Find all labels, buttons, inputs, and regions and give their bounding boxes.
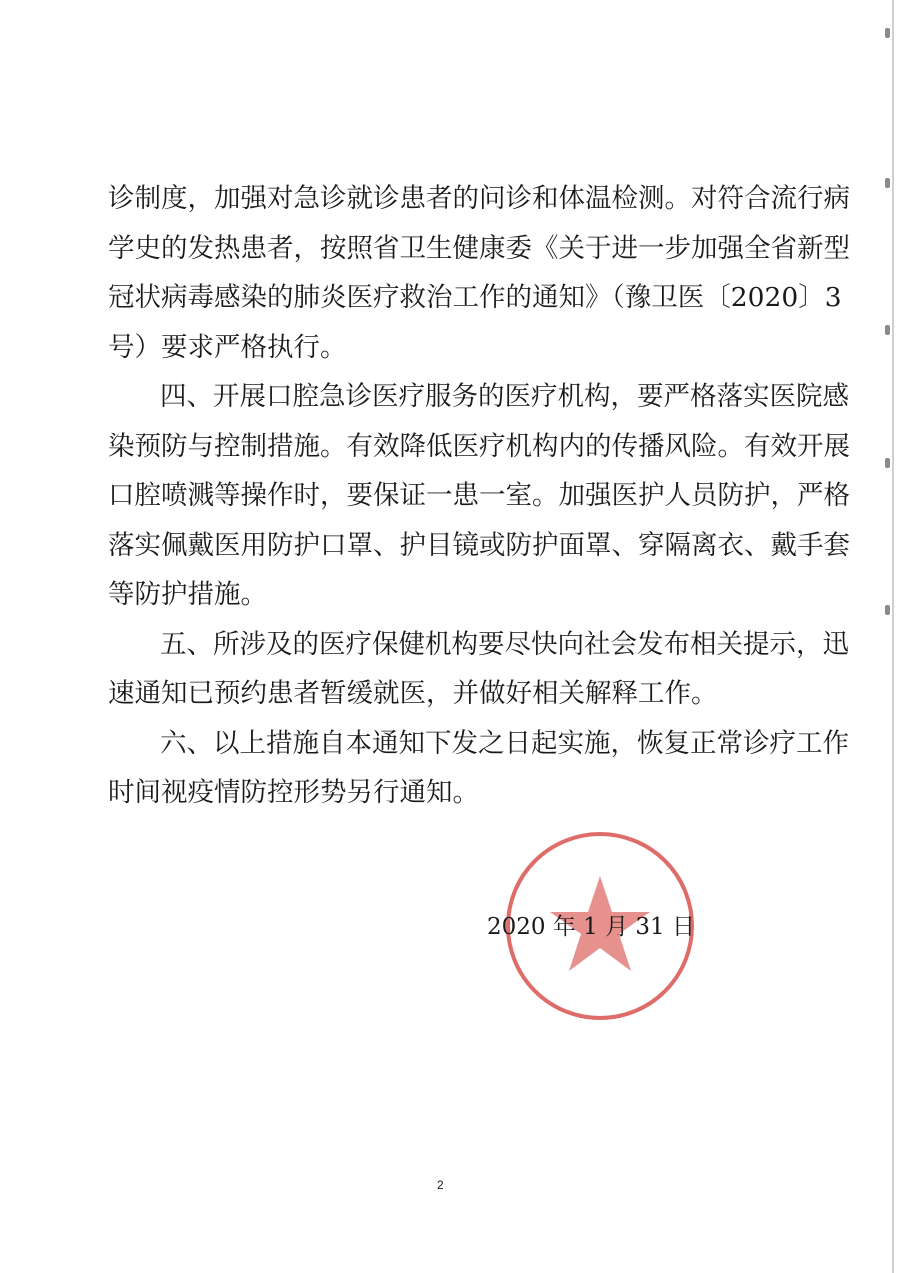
scan-mark [885,605,890,615]
body-line: 冠状病毒感染的肺炎医疗救治工作的通知》（豫卫医〔2020〕3 [108,282,842,313]
scan-mark [885,325,890,335]
body-line: 口腔喷溅等操作时，要保证一患一室。加强医护人员防护，严格 [108,480,850,511]
page-number: 2 [437,1178,444,1192]
body-line: 号）要求严格执行。 [108,332,347,363]
body-line: 染预防与控制措施。有效降低医疗机构内的传播风险。有效开展 [108,431,850,462]
body-line: 诊制度，加强对急诊就诊患者的问诊和体温检测。对符合流行病 [108,183,850,214]
body-line: 时间视疫情防控形势另行通知。 [108,777,479,808]
paragraph-four-start: 四、开展口腔急诊医疗服务的医疗机构，要严格落实医院感 [160,381,849,412]
body-line: 等防护措施。 [108,579,267,610]
paragraph-five-start: 五、所涉及的医疗保健机构要尽快向社会发布相关提示，迅 [160,629,849,660]
body-line: 速通知已预约患者暂缓就医，并做好相关解释工作。 [108,678,718,709]
issue-date: 2020 年 1 月 31 日 [487,914,695,940]
scan-mark [885,178,890,188]
body-line: 学史的发热患者，按照省卫生健康委《关于进一步加强全省新型 [108,233,850,264]
body-line: 落实佩戴医用防护口罩、护目镜或防护面罩、穿隔离衣、戴手套 [108,530,850,561]
scan-mark [885,458,890,468]
scan-mark [885,28,890,38]
scan-edge-line [892,0,894,1273]
paragraph-six-start: 六、以上措施自本通知下发之日起实施，恢复正常诊疗工作 [160,728,849,759]
